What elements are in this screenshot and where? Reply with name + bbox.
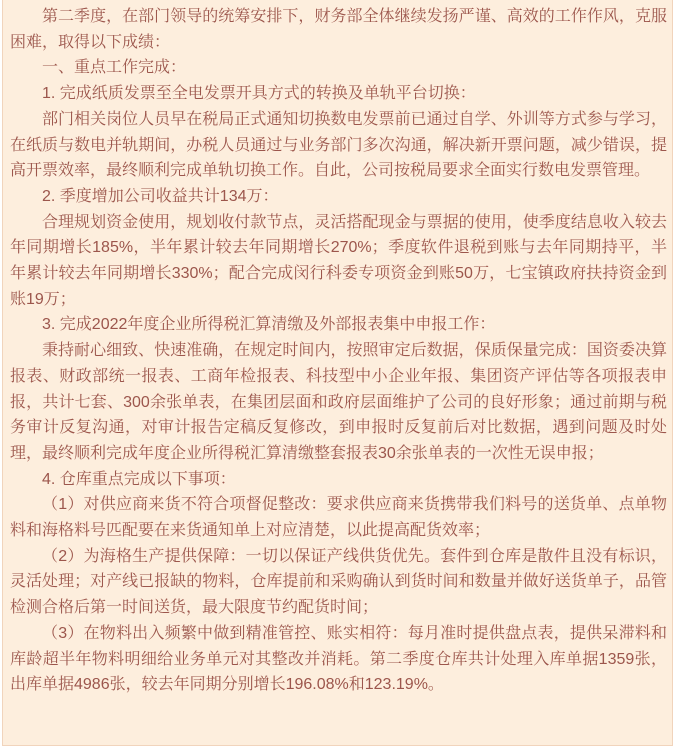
item-1-body-paragraph: 部门相关岗位人员早在税局正式通知切换数电发票前已通过自学、外训等方式参与学习，在纸质与数电并轨期间，办税人员通过与业务部门多次沟通，解决新开票问题，减少错误，提高开票效率，最终顺利完成单轨切换工作。自此，公司按税局要求全面实行数电发票管理。: [10, 110, 667, 180]
item-4-subitem-1-paragraph: （1）对供应商来货不符合项督促整改：要求供应商来货携带我们料号的送货单、点单物料和海格料号匹配要在来货通知单上对应清楚，以此提高配货效率；: [10, 496, 667, 540]
document-body: [3, 0, 672, 698]
item-4-subitem-2-paragraph: （2）为海格生产提供保障：一切以保证产线供货优先。套件到仓库是散件且没有标识，灵活处理；对产线已报缺的物料，仓库提前和采购确认到货时间和数量并做好送货单子，品管检测合格后第一时间送货，最大限度节约配货时间；: [10, 547, 667, 617]
item-4-heading-warehouse: 4. 仓库重点完成以下事项：: [42, 470, 236, 488]
item-4-subitem-3-paragraph: （3）在物料出入频繁中做到精准管控、账实相符：每月准时提供盘点表，提供呆滞料和库龄超半年物料明细给业务单元对其整改并消耗。第二季度仓库共计处理入库单据1359张，出库单据4986张，较去年同期分别增长196.08%和123.19%。: [10, 624, 667, 694]
item-2-body-paragraph: 合理规划资金使用，规划收付款节点，灵活搭配现金与票据的使用，使季度结息收入较去年同期增长185%，半年累计较去年同期增长270%；季度软件退税到账与去年同期持平，半年累计较去年同期增长330%；配合完成闵行科委专项资金到账50万，七宝镇政府扶持资金到账19万；: [10, 213, 667, 308]
item-2-heading-revenue-increase: 2. 季度增加公司收益共计134万：: [42, 187, 279, 205]
item-1-heading-invoice-switch: 1. 完成纸质发票至全电发票开具方式的转换及单轨平台切换：: [42, 85, 476, 103]
intro-paragraph: 第二季度，在部门领导的统筹安排下，财务部全体继续发扬严谨、高效的工作作风，克服困难，取得以下成绩：: [10, 8, 667, 51]
item-3-heading-tax-filing: 3. 完成2022年度企业所得税汇算清缴及外部报表集中申报工作：: [42, 316, 496, 334]
section-heading-key-work: 一、重点工作完成：: [42, 59, 187, 77]
document-page: [2, 0, 673, 746]
item-3-body-paragraph: 秉持耐心细致、快速准确，在规定时间内，按照审定后数据，保质保量完成：国资委决算报表、财政部统一报表、工商年检报表、科技型中小企业年报、集团资产评估等各项报表申报，共计七套、300余张单表，在集团层面和政府层面维护了公司的良好形象；通过前期与税务审计反复沟通，对审计报告定稿反复修改，到申报时反复前后对比数据，遇到问题及时处理，最终顺利完成年度企业所得税汇算清缴整套报表30余张单表的一次性无误申报；: [10, 342, 667, 462]
